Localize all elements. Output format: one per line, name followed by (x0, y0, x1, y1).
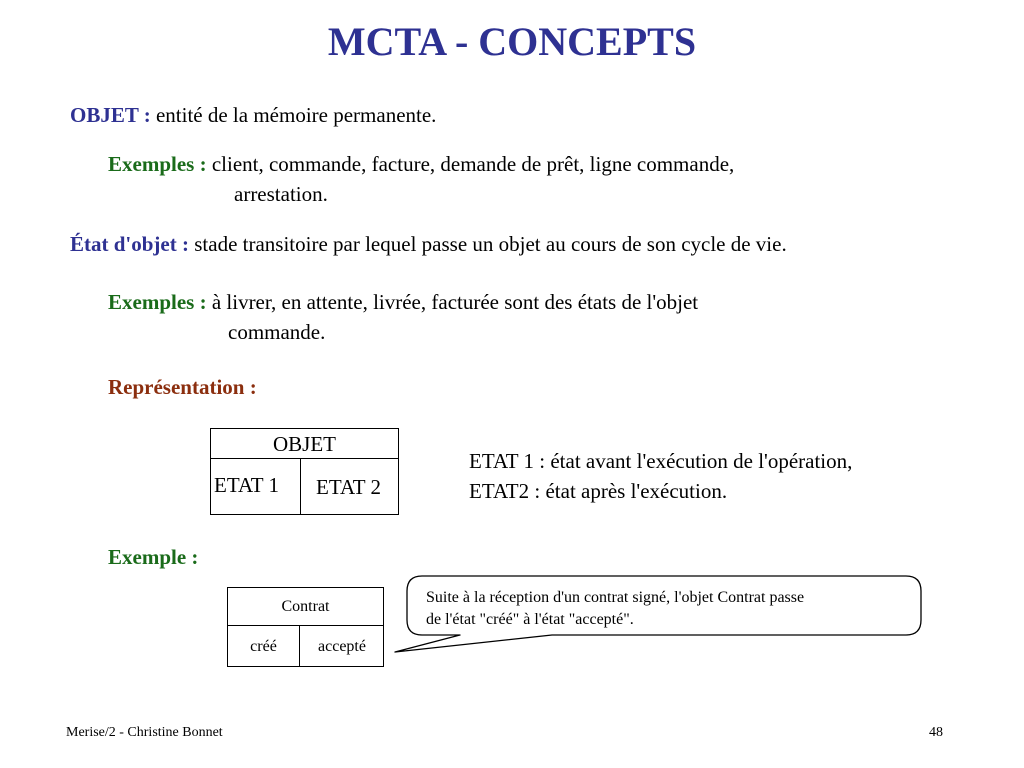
objet-examples-continued: arrestation. (234, 182, 328, 206)
state-cree-cell: créé (250, 638, 277, 655)
representation-heading: Représentation : (108, 375, 257, 399)
object-name-cell: OBJET (211, 429, 398, 459)
objet-examples-text: client, commande, facture, demande de prêt, ligne commande, (206, 152, 735, 176)
page-title: MCTA - CONCEPTS (327, 19, 697, 64)
state-2-description: ETAT2 : état après l'exécution. (469, 479, 728, 503)
contrat-name-cell: Contrat (228, 588, 383, 626)
etat-term: État d'objet : (70, 232, 189, 256)
etat-examples-continued: commande. (228, 320, 326, 344)
etat-examples-text: à livrer, en attente, livrée, facturée sont des états de l'objet (206, 290, 699, 314)
state-1-description: ETAT 1 : état avant l'exécution de l'opération, (469, 449, 853, 473)
objet-term: OBJET : (70, 103, 151, 127)
state-1-cell: ETAT 1 (214, 473, 280, 497)
page-number: 48 (929, 725, 943, 740)
etat-text: stade transitoire par lequel passe un objet au cours de son cycle de vie. (189, 232, 787, 256)
example-heading: Exemple : (108, 545, 199, 569)
callout-line-1: Suite à la réception d'un contrat signé, l'objet Contrat passe (426, 589, 805, 606)
callout-line-2: de l'état "créé" à l'état "accepté". (426, 611, 634, 628)
objet-text: entité de la mémoire permanente. (150, 103, 437, 127)
etat-examples-label: Exemples : (108, 290, 207, 314)
state-2-cell: ETAT 2 (316, 475, 382, 499)
callout-text (426, 587, 906, 631)
state-accepte-cell: accepté (318, 638, 366, 655)
objet-examples-label: Exemples : (108, 152, 207, 176)
footer-author: Merise/2 - Christine Bonnet (66, 725, 223, 740)
